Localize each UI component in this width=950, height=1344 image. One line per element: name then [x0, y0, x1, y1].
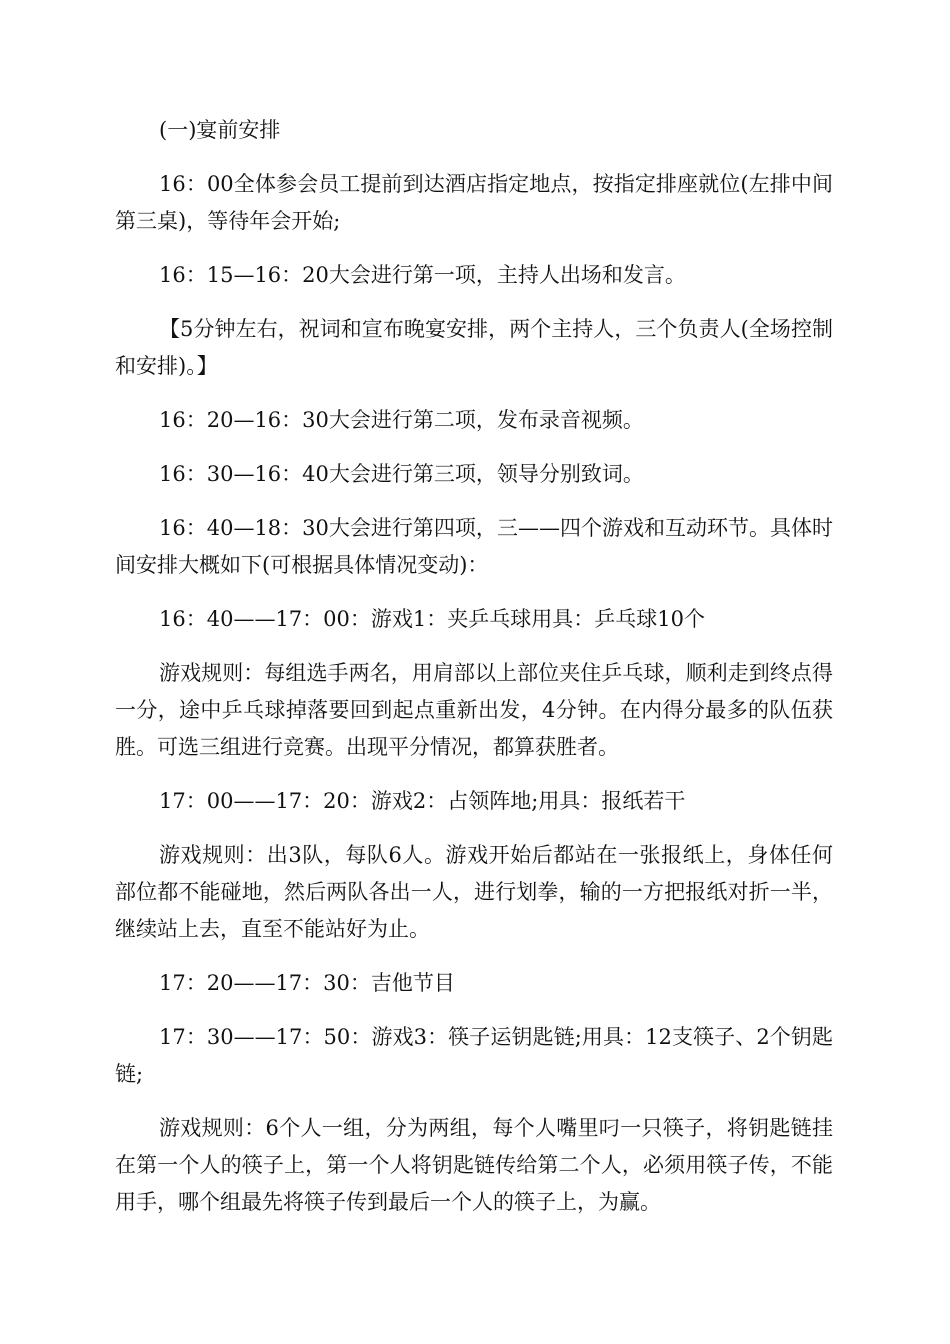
paragraph-item-3: 16：30—16：40大会进行第三项，领导分别致词。 — [159, 462, 644, 486]
paragraph-game-2: 17：00——17：20：游戏2：占领阵地;用具：报纸若干 — [159, 789, 686, 813]
paragraph-game-1: 16：40——17：00：游戏1：夹乒乓球用具：乒乓球10个 — [159, 607, 705, 631]
paragraph-game-1-rules: 游戏规则：每组选手两名，用肩部以上部位夹住乒乓球，顺利走到终点得一分，途中乒乓球掉落要回到起点重新出发，4分钟。在内得分最多的队伍获胜。可选三组进行竞赛。出现平分情况，都算获胜者。 — [115, 661, 833, 759]
paragraph-item-2: 16：20—16：30大会进行第二项，发布录音视频。 — [159, 408, 644, 432]
section-heading: (一)宴前安排 — [159, 118, 281, 142]
document-body — [115, 112, 833, 1238]
paragraph-host-note: 【5分钟左右，祝词和宣布晚宴安排，两个主持人，三个负责人(全场控制和安排)。】 — [115, 317, 833, 378]
paragraph-game-3-rules: 游戏规则：6个人一组，分为两组，每个人嘴里叼一只筷子，将钥匙链挂在第一个人的筷子上，第一个人将钥匙链传给第二个人，必须用筷子传，不能用手，哪个组最先将筷子传到最后一个人的筷子上，为赢。 — [115, 1116, 833, 1214]
paragraph-item-1: 16：15—16：20大会进行第一项，主持人出场和发言。 — [159, 263, 686, 287]
paragraph-game-3: 17：30——17：50：游戏3：筷子运钥匙链;用具：12支筷子、2个钥匙链; — [115, 1025, 833, 1086]
paragraph-game-2-rules: 游戏规则：出3队，每队6人。游戏开始后都站在一张报纸上，身体任何部位都不能碰地，然后两队各出一人，进行划拳，输的一方把报纸对折一半，继续站上去，直至不能站好为止。 — [115, 843, 833, 941]
paragraph-arrival: 16：00全体参会员工提前到达酒店指定地点，按指定排座就位(左排中间第三桌)，等待年会开始; — [115, 172, 833, 233]
paragraph-item-4: 16：40—18：30大会进行第四项，三——四个游戏和互动环节。具体时间安排大概如下(可根据具体情况变动)： — [115, 516, 833, 577]
paragraph-guitar-show: 17：20——17：30：吉他节目 — [159, 971, 455, 995]
